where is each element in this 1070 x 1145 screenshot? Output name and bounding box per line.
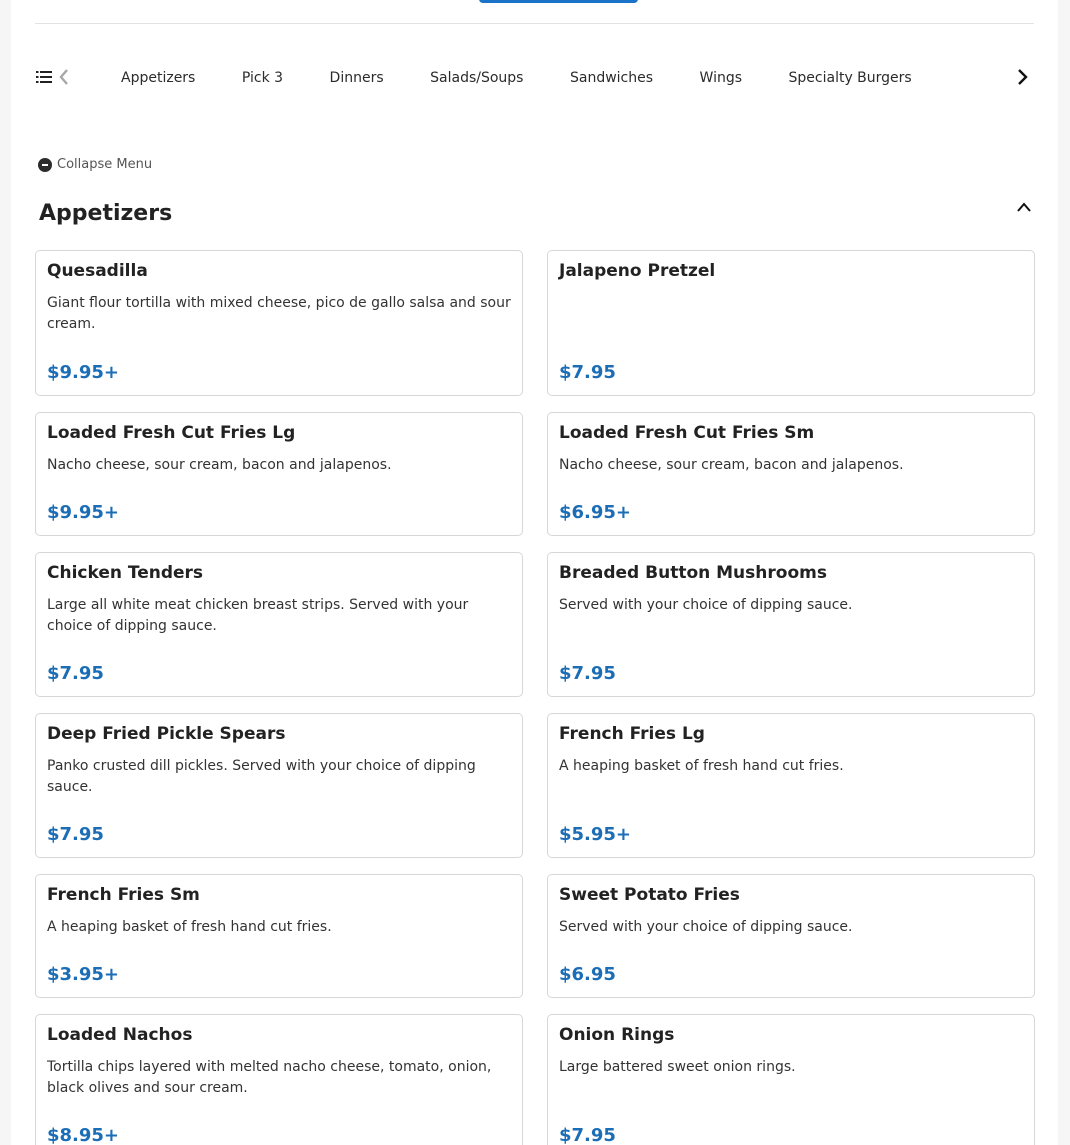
item-price: $8.95+ [47,1125,120,1145]
item-description: Tortilla chips layered with melted nacho cheese, tomato, onion, black olives and sour cream. [47,1059,492,1096]
item-name: Onion Rings [559,1025,675,1045]
item-price: $7.95 [47,824,104,845]
category-tab[interactable]: Salads/Soups [430,70,524,86]
menu-item-grid [35,250,1034,1145]
minus-circle-icon [38,158,52,172]
item-price: $7.95 [47,663,104,684]
menu-item-card[interactable] [35,552,523,697]
item-price: $5.95+ [559,824,632,845]
menu-item-card[interactable] [35,412,523,536]
menu-item-card[interactable] [547,552,1035,697]
item-description: Giant flour tortilla with mixed cheese, pico de gallo salsa and sour cream. [47,295,511,332]
item-name: French Fries Lg [559,724,705,744]
item-price: $7.95 [559,362,616,383]
menu-item-card[interactable] [547,250,1035,396]
category-nav [35,56,1034,100]
item-description: Nacho cheese, sour cream, bacon and jalapenos. [47,457,392,473]
menu-item-card[interactable] [35,1014,523,1145]
item-name: Loaded Nachos [47,1025,193,1045]
list-icon[interactable] [36,70,52,84]
category-tab[interactable]: Pick 3 [241,70,284,86]
section-title: Appetizers [39,201,173,226]
collapse-menu-label: Collapse Menu [57,157,153,172]
item-description: Large all white meat chicken breast strips. Served with your choice of dipping sauce. [47,597,469,634]
item-name: Deep Fried Pickle Spears [47,724,286,744]
item-description: Served with your choice of dipping sauce. [559,919,853,935]
menu-item-card[interactable] [35,874,523,998]
category-tab[interactable]: Sandwiches [569,70,654,86]
menu-item-card[interactable] [547,1014,1035,1145]
item-name: Breaded Button Mushrooms [559,563,827,583]
item-description: A heaping basket of fresh hand cut fries. [47,919,332,935]
item-price: $9.95+ [47,502,120,523]
item-price: $9.95+ [47,362,120,383]
category-list [121,56,1001,100]
item-price: $6.95 [559,964,616,985]
item-price: $7.95 [559,1125,616,1145]
item-price: $6.95+ [559,502,632,523]
item-price: $7.95 [559,663,616,684]
category-tab[interactable]: Wings [699,70,743,86]
item-name: Sweet Potato Fries [559,885,740,905]
item-description: Large battered sweet onion rings. [559,1059,796,1075]
category-tab[interactable]: Appetizers [121,70,196,86]
item-name: Quesadilla [47,261,148,281]
item-name: Chicken Tenders [47,563,204,583]
item-description: Served with your choice of dipping sauce. [559,597,853,613]
top-strip [35,0,1034,24]
item-description [559,293,1023,314]
section-header [35,196,1034,236]
item-name: Loaded Fresh Cut Fries Lg [47,423,296,443]
item-name: Loaded Fresh Cut Fries Sm [559,423,815,443]
menu-item-card[interactable] [547,874,1035,998]
menu-page [11,0,1058,1145]
menu-item-card[interactable] [547,412,1035,536]
chevron-left-icon[interactable] [58,68,70,86]
item-name: Jalapeno Pretzel [559,261,716,281]
chevron-right-icon[interactable] [1015,68,1029,86]
item-price: $3.95+ [47,964,120,985]
top-action-button[interactable] [479,0,638,3]
item-description: Nacho cheese, sour cream, bacon and jalapenos. [559,457,904,473]
collapse-menu-button[interactable] [38,157,152,172]
chevron-up-icon[interactable] [1016,201,1032,213]
category-tab[interactable]: Specialty Burgers [788,70,912,86]
item-description: Panko crusted dill pickles. Served with your choice of dipping sauce. [47,758,476,795]
item-description: A heaping basket of fresh hand cut fries. [559,758,844,774]
menu-item-card[interactable] [547,713,1035,858]
item-name: French Fries Sm [47,885,200,905]
menu-item-card[interactable] [35,713,523,858]
menu-item-card[interactable] [35,250,523,396]
category-tab[interactable]: Dinners [329,70,384,86]
